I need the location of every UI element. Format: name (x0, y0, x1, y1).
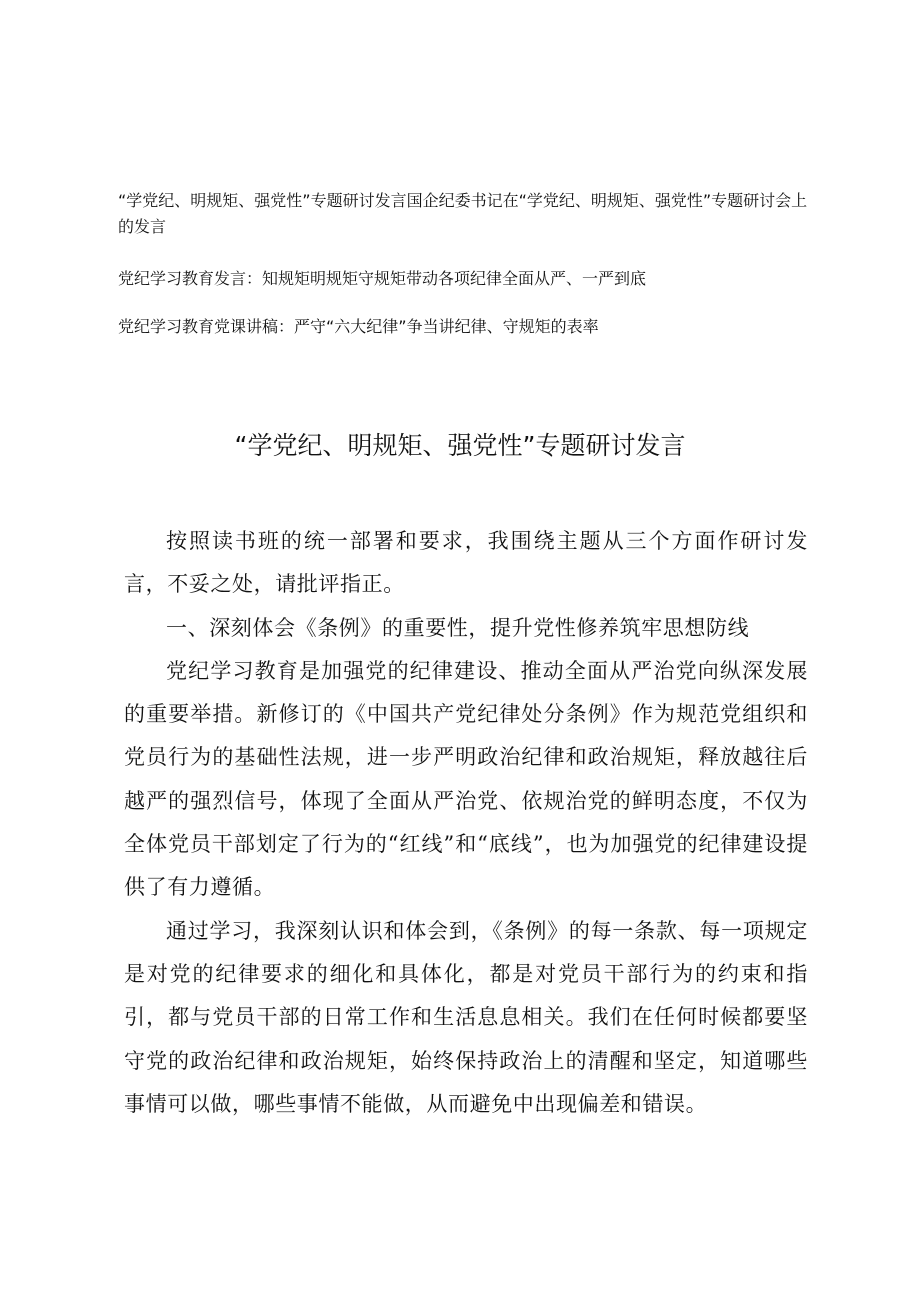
body-paragraph: 通过学习，我深刻认识和体会到，《条例》的每一条款、每一项规定是对党的纪律要求的细化和具体化，都是对党员干部行为的约束和指引，都与党员干部的日常工作和生活息息相关。我们在任何时候都要坚守党的政治纪律和政治规矩，始终保持政治上的清醒和坚定，知道哪些事情可以做，哪些事情不能做，从而避免中出现偏差和错误。 (124, 918, 808, 1116)
related-article-title: “学党纪、明规矩、强党性”专题研讨发言国企纪委书记在“学党纪、明规矩、强党性”专题研讨会上的发言 (118, 191, 808, 236)
related-article-title: 党纪学习教育发言：知规矩明规矩守规矩带动各项纪律全面从严、一严到底 (118, 269, 647, 288)
body-paragraph: 按照读书班的统一部署和要求，我围绕主题从三个方面作研讨发言，不妥之处，请批评指正。 (124, 529, 808, 597)
related-articles-list (118, 188, 818, 362)
document-title: “学党纪、明规矩、强党性”专题研讨发言 (234, 431, 686, 460)
document-body (124, 520, 808, 1126)
related-article-title: 党纪学习教育党课讲稿：严守“六大纪律”争当讲纪律、守规矩的表率 (118, 317, 599, 336)
body-paragraph: 党纪学习教育是加强党的纪律建设、推动全面从严治党向纵深发展的重要举措。新修订的《中国共产党纪律处分条例》作为规范党组织和党员行为的基础性法规，进一步严明政治纪律和政治规矩，释放越往后越严的强烈信号，体现了全面从严治党、依规治党的鲜明态度，不仅为全体党员干部划定了行为的“红线”和“底线”，也为加强党的纪律建设提供了有力遵循。 (124, 658, 808, 900)
section-heading: 一、深刻体会《条例》的重要性，提升党性修养筑牢思想防线 (166, 615, 750, 640)
